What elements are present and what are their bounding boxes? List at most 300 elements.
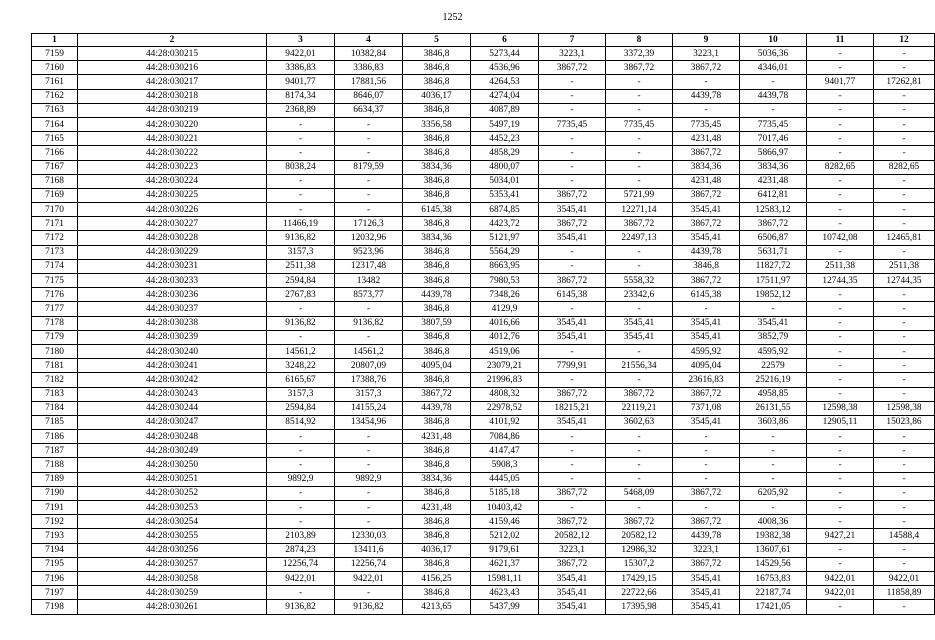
row-number-cell: 7163 — [32, 103, 78, 117]
value-cell: 2767,83 — [267, 288, 335, 302]
value-cell: - — [539, 75, 606, 89]
value-cell: 14561,2 — [335, 344, 403, 358]
value-cell: 12905,11 — [807, 415, 874, 429]
cadastral-number-cell: 44:28:030255 — [78, 529, 267, 543]
value-cell: - — [807, 61, 874, 75]
value-cell: - — [606, 103, 673, 117]
table-row — [32, 75, 935, 89]
value-cell: - — [335, 501, 403, 515]
value-cell: - — [874, 600, 935, 614]
value-cell: - — [539, 373, 606, 387]
value-cell: 8179,59 — [335, 160, 403, 174]
value-cell: - — [874, 359, 935, 373]
value-cell: 12330,03 — [335, 529, 403, 543]
column-header: 8 — [606, 34, 673, 47]
table-row — [32, 61, 935, 75]
value-cell: - — [335, 444, 403, 458]
value-cell: - — [807, 89, 874, 103]
value-cell: 6145,38 — [673, 288, 740, 302]
column-header: 1 — [32, 34, 78, 47]
value-cell: 3867,72 — [673, 217, 740, 231]
row-number-cell: 7167 — [32, 160, 78, 174]
value-cell: 13482 — [335, 274, 403, 288]
value-cell: 3846,8 — [403, 529, 471, 543]
value-cell: 2103,89 — [267, 529, 335, 543]
value-cell: 17511,97 — [740, 274, 807, 288]
value-cell: 5497,19 — [471, 117, 539, 131]
value-cell: - — [807, 288, 874, 302]
value-cell: 22119,21 — [606, 401, 673, 415]
value-cell: - — [874, 103, 935, 117]
value-cell: 3846,8 — [403, 188, 471, 202]
value-cell: - — [807, 557, 874, 571]
value-cell: 3248,22 — [267, 359, 335, 373]
value-cell: 4439,78 — [673, 89, 740, 103]
value-cell: - — [807, 501, 874, 515]
cadastral-number-cell: 44:28:030237 — [78, 302, 267, 316]
row-number-cell: 7184 — [32, 401, 78, 415]
value-cell: - — [874, 245, 935, 259]
value-cell: 4445,05 — [471, 472, 539, 486]
value-cell: 6145,38 — [539, 288, 606, 302]
cadastral-number-cell: 44:28:030261 — [78, 600, 267, 614]
header-row — [32, 34, 935, 47]
row-number-cell: 7183 — [32, 387, 78, 401]
value-cell: 15307,2 — [606, 557, 673, 571]
value-cell: - — [807, 103, 874, 117]
value-cell: 3846,8 — [403, 557, 471, 571]
value-cell: 3545,41 — [673, 231, 740, 245]
table-row — [32, 501, 935, 515]
value-cell: - — [539, 89, 606, 103]
value-cell: 4452,23 — [471, 132, 539, 146]
cadastral-number-cell: 44:28:030224 — [78, 174, 267, 188]
value-cell: 6412,81 — [740, 188, 807, 202]
value-cell: - — [267, 302, 335, 316]
value-cell: - — [874, 47, 935, 61]
value-cell: 14529,56 — [740, 557, 807, 571]
table-row — [32, 203, 935, 217]
value-cell: 3846,8 — [403, 415, 471, 429]
value-cell: 4439,78 — [403, 288, 471, 302]
cadastral-number-cell: 44:28:030236 — [78, 288, 267, 302]
value-cell: 3867,72 — [673, 146, 740, 160]
value-cell: 6634,37 — [335, 103, 403, 117]
value-cell: 14561,2 — [267, 344, 335, 358]
value-cell: 7084,86 — [471, 430, 539, 444]
table-row — [32, 486, 935, 500]
value-cell: 26131,55 — [740, 401, 807, 415]
value-cell: - — [335, 486, 403, 500]
value-cell: - — [267, 132, 335, 146]
value-cell: 4595,92 — [740, 344, 807, 358]
value-cell: - — [807, 430, 874, 444]
value-cell: 3867,72 — [606, 217, 673, 231]
column-header: 5 — [403, 34, 471, 47]
value-cell: 4439,78 — [673, 529, 740, 543]
value-cell: - — [874, 344, 935, 358]
row-number-cell: 7198 — [32, 600, 78, 614]
value-cell: - — [740, 430, 807, 444]
value-cell: 3545,41 — [606, 330, 673, 344]
value-cell: 3846,8 — [403, 103, 471, 117]
value-cell: 12744,35 — [807, 274, 874, 288]
cadastral-number-cell: 44:28:030259 — [78, 586, 267, 600]
value-cell: - — [807, 359, 874, 373]
value-cell: 3386,83 — [335, 61, 403, 75]
table-row — [32, 132, 935, 146]
value-cell: 19852,12 — [740, 288, 807, 302]
value-cell: - — [335, 330, 403, 344]
cadastral-number-cell: 44:28:030251 — [78, 472, 267, 486]
value-cell: 4858,29 — [471, 146, 539, 160]
column-header: 10 — [740, 34, 807, 47]
value-cell: - — [267, 430, 335, 444]
table-row — [32, 274, 935, 288]
value-cell: 4008,36 — [740, 515, 807, 529]
value-cell: - — [606, 472, 673, 486]
value-cell: 3602,63 — [606, 415, 673, 429]
table-row — [32, 160, 935, 174]
table-row — [32, 117, 935, 131]
row-number-cell: 7164 — [32, 117, 78, 131]
value-cell: 9422,01 — [267, 571, 335, 585]
value-cell: 17126,3 — [335, 217, 403, 231]
table-row — [32, 387, 935, 401]
value-cell: 4095,04 — [403, 359, 471, 373]
value-cell: - — [807, 132, 874, 146]
column-header: 9 — [673, 34, 740, 47]
value-cell: 4346,01 — [740, 61, 807, 75]
value-cell: 9892,9 — [335, 472, 403, 486]
value-cell: - — [740, 501, 807, 515]
value-cell: 9422,01 — [874, 571, 935, 585]
value-cell: 5185,18 — [471, 486, 539, 500]
value-cell: 21556,34 — [606, 359, 673, 373]
value-cell: - — [874, 430, 935, 444]
table-body — [32, 47, 935, 615]
value-cell: 5558,32 — [606, 274, 673, 288]
value-cell: 5437,99 — [471, 600, 539, 614]
value-cell: 4274,04 — [471, 89, 539, 103]
row-number-cell: 7177 — [32, 302, 78, 316]
value-cell: - — [807, 245, 874, 259]
value-cell: 3852,79 — [740, 330, 807, 344]
value-cell: 3846,8 — [403, 586, 471, 600]
value-cell: - — [539, 174, 606, 188]
value-cell: - — [807, 203, 874, 217]
value-cell: 3867,72 — [673, 486, 740, 500]
value-cell: 2874,23 — [267, 543, 335, 557]
value-cell: 4231,48 — [673, 132, 740, 146]
table-row — [32, 259, 935, 273]
value-cell: 3807,59 — [403, 316, 471, 330]
value-cell: 3846,8 — [403, 330, 471, 344]
value-cell: 3867,72 — [740, 217, 807, 231]
value-cell: 9179,61 — [471, 543, 539, 557]
value-cell: 3846,8 — [403, 486, 471, 500]
value-cell: 22579 — [740, 359, 807, 373]
value-cell: 17421,05 — [740, 600, 807, 614]
value-cell: 9422,01 — [335, 571, 403, 585]
value-cell: 3867,72 — [539, 217, 606, 231]
value-cell: 18215,21 — [539, 401, 606, 415]
value-cell: - — [539, 259, 606, 273]
value-cell: - — [267, 586, 335, 600]
value-cell: - — [539, 344, 606, 358]
value-cell: - — [335, 515, 403, 529]
table-row — [32, 302, 935, 316]
table-row — [32, 458, 935, 472]
value-cell: 9136,82 — [267, 316, 335, 330]
value-cell: - — [740, 75, 807, 89]
value-cell: - — [539, 103, 606, 117]
value-cell: - — [807, 472, 874, 486]
value-cell: - — [606, 501, 673, 515]
value-cell: - — [807, 373, 874, 387]
row-number-cell: 7185 — [32, 415, 78, 429]
value-cell: 5212,02 — [471, 529, 539, 543]
value-cell: 5564,29 — [471, 245, 539, 259]
value-cell: 12583,12 — [740, 203, 807, 217]
value-cell: 4800,07 — [471, 160, 539, 174]
value-cell: 11466,19 — [267, 217, 335, 231]
column-header: 6 — [471, 34, 539, 47]
value-cell: 6205,92 — [740, 486, 807, 500]
value-cell: 22722,66 — [606, 586, 673, 600]
value-cell: 3223,1 — [673, 543, 740, 557]
value-cell: - — [335, 117, 403, 131]
value-cell: - — [539, 302, 606, 316]
value-cell: - — [335, 302, 403, 316]
row-number-cell: 7170 — [32, 203, 78, 217]
row-number-cell: 7190 — [32, 486, 78, 500]
value-cell: 3356,58 — [403, 117, 471, 131]
cadastral-number-cell: 44:28:030233 — [78, 274, 267, 288]
cadastral-number-cell: 44:28:030228 — [78, 231, 267, 245]
cadastral-number-cell: 44:28:030252 — [78, 486, 267, 500]
row-number-cell: 7160 — [32, 61, 78, 75]
value-cell: 22187,74 — [740, 586, 807, 600]
value-cell: 5631,71 — [740, 245, 807, 259]
value-cell: - — [267, 501, 335, 515]
value-cell: 7017,46 — [740, 132, 807, 146]
cadastral-number-cell: 44:28:030229 — [78, 245, 267, 259]
row-number-cell: 7176 — [32, 288, 78, 302]
row-number-cell: 7173 — [32, 245, 78, 259]
value-cell: 4519,06 — [471, 344, 539, 358]
table-row — [32, 217, 935, 231]
value-cell: 17881,56 — [335, 75, 403, 89]
value-cell: 3867,72 — [673, 557, 740, 571]
value-cell: 3867,72 — [673, 188, 740, 202]
value-cell: 3545,41 — [539, 586, 606, 600]
value-cell: - — [740, 458, 807, 472]
value-cell: 14588,4 — [874, 529, 935, 543]
value-cell: 3603,86 — [740, 415, 807, 429]
value-cell: - — [606, 75, 673, 89]
value-cell: - — [740, 472, 807, 486]
value-cell: 12465,81 — [874, 231, 935, 245]
value-cell: 5721,99 — [606, 188, 673, 202]
value-cell: 4213,65 — [403, 600, 471, 614]
value-cell: 23342,6 — [606, 288, 673, 302]
row-number-cell: 7179 — [32, 330, 78, 344]
table-row — [32, 415, 935, 429]
value-cell: 3545,41 — [539, 415, 606, 429]
cadastral-number-cell: 44:28:030253 — [78, 501, 267, 515]
value-cell: 4231,48 — [673, 174, 740, 188]
value-cell: 5468,09 — [606, 486, 673, 500]
value-cell: 2594,84 — [267, 274, 335, 288]
value-cell: 9422,01 — [807, 571, 874, 585]
value-cell: 13411,6 — [335, 543, 403, 557]
value-cell: 13607,61 — [740, 543, 807, 557]
value-cell: 9422,01 — [267, 47, 335, 61]
value-cell: 3846,8 — [403, 47, 471, 61]
value-cell: 3545,41 — [673, 586, 740, 600]
value-cell: 20582,12 — [606, 529, 673, 543]
table-row — [32, 330, 935, 344]
value-cell: 11827,72 — [740, 259, 807, 273]
value-cell: - — [267, 444, 335, 458]
value-cell: - — [740, 444, 807, 458]
column-header: 4 — [335, 34, 403, 47]
value-cell: 4129,9 — [471, 302, 539, 316]
value-cell: - — [606, 259, 673, 273]
cadastral-number-cell: 44:28:030215 — [78, 47, 267, 61]
value-cell: - — [539, 430, 606, 444]
value-cell: - — [874, 302, 935, 316]
value-cell: 16753,83 — [740, 571, 807, 585]
value-cell: - — [267, 458, 335, 472]
value-cell: 3834,36 — [403, 231, 471, 245]
value-cell: - — [335, 586, 403, 600]
cadastral-number-cell: 44:28:030254 — [78, 515, 267, 529]
value-cell: 3545,41 — [673, 330, 740, 344]
value-cell: 20807,09 — [335, 359, 403, 373]
table-row — [32, 103, 935, 117]
value-cell: 4264,53 — [471, 75, 539, 89]
row-number-cell: 7171 — [32, 217, 78, 231]
value-cell: 5353,41 — [471, 188, 539, 202]
cadastral-number-cell: 44:28:030218 — [78, 89, 267, 103]
value-cell: 7735,45 — [673, 117, 740, 131]
value-cell: - — [673, 444, 740, 458]
row-number-cell: 7178 — [32, 316, 78, 330]
value-cell: 3545,41 — [673, 571, 740, 585]
value-cell: 8174,34 — [267, 89, 335, 103]
value-cell: - — [807, 387, 874, 401]
value-cell: 6506,87 — [740, 231, 807, 245]
table-row — [32, 472, 935, 486]
value-cell: 3867,72 — [673, 61, 740, 75]
value-cell: - — [874, 117, 935, 131]
value-cell: 9427,21 — [807, 529, 874, 543]
value-cell: - — [335, 458, 403, 472]
value-cell: - — [874, 444, 935, 458]
value-cell: 3545,41 — [539, 231, 606, 245]
value-cell: 3867,72 — [539, 515, 606, 529]
row-number-cell: 7172 — [32, 231, 78, 245]
value-cell: 3223,1 — [539, 543, 606, 557]
column-header: 2 — [78, 34, 267, 47]
value-cell: 3867,72 — [539, 274, 606, 288]
value-cell: 10742,08 — [807, 231, 874, 245]
value-cell: - — [673, 302, 740, 316]
value-cell: - — [874, 217, 935, 231]
value-cell: 9136,82 — [335, 316, 403, 330]
value-cell: 9401,77 — [267, 75, 335, 89]
value-cell: - — [874, 61, 935, 75]
value-cell: 3846,8 — [673, 259, 740, 273]
value-cell: - — [874, 174, 935, 188]
cadastral-number-cell: 44:28:030244 — [78, 401, 267, 415]
value-cell: 17262,81 — [874, 75, 935, 89]
value-cell: - — [335, 430, 403, 444]
value-cell: - — [807, 217, 874, 231]
value-cell: - — [606, 344, 673, 358]
value-cell: - — [335, 132, 403, 146]
value-cell: - — [673, 103, 740, 117]
value-cell: - — [874, 373, 935, 387]
value-cell: - — [335, 174, 403, 188]
value-cell: 11858,89 — [874, 586, 935, 600]
value-cell: - — [807, 47, 874, 61]
table-row — [32, 231, 935, 245]
value-cell: 3846,8 — [403, 217, 471, 231]
value-cell: - — [673, 430, 740, 444]
row-number-cell: 7162 — [32, 89, 78, 103]
value-cell: 12256,74 — [335, 557, 403, 571]
value-cell: 3867,72 — [606, 515, 673, 529]
value-cell: - — [807, 302, 874, 316]
column-header: 7 — [539, 34, 606, 47]
row-number-cell: 7161 — [32, 75, 78, 89]
cadastral-number-cell: 44:28:030241 — [78, 359, 267, 373]
cadastral-number-cell: 44:28:030247 — [78, 415, 267, 429]
value-cell: 4016,66 — [471, 316, 539, 330]
row-number-cell: 7159 — [32, 47, 78, 61]
value-cell: 4147,47 — [471, 444, 539, 458]
value-cell: 4536,96 — [471, 61, 539, 75]
row-number-cell: 7192 — [32, 515, 78, 529]
value-cell: 3846,8 — [403, 458, 471, 472]
value-cell: 3867,72 — [539, 188, 606, 202]
value-cell: 8573,77 — [335, 288, 403, 302]
value-cell: 4439,78 — [673, 245, 740, 259]
value-cell: 3545,41 — [673, 600, 740, 614]
value-cell: - — [673, 472, 740, 486]
value-cell: 4439,78 — [403, 401, 471, 415]
table-row — [32, 529, 935, 543]
table-row — [32, 146, 935, 160]
value-cell: - — [335, 146, 403, 160]
value-cell: - — [267, 203, 335, 217]
value-cell: 4036,17 — [403, 89, 471, 103]
row-number-cell: 7169 — [32, 188, 78, 202]
value-cell: - — [606, 444, 673, 458]
value-cell: 4087,89 — [471, 103, 539, 117]
value-cell: 5908,3 — [471, 458, 539, 472]
value-cell: 3867,72 — [539, 557, 606, 571]
table-row — [32, 557, 935, 571]
table-row — [32, 359, 935, 373]
value-cell: 3846,8 — [403, 132, 471, 146]
value-cell: 3867,72 — [539, 486, 606, 500]
value-cell: 7799,91 — [539, 359, 606, 373]
value-cell: 12256,74 — [267, 557, 335, 571]
